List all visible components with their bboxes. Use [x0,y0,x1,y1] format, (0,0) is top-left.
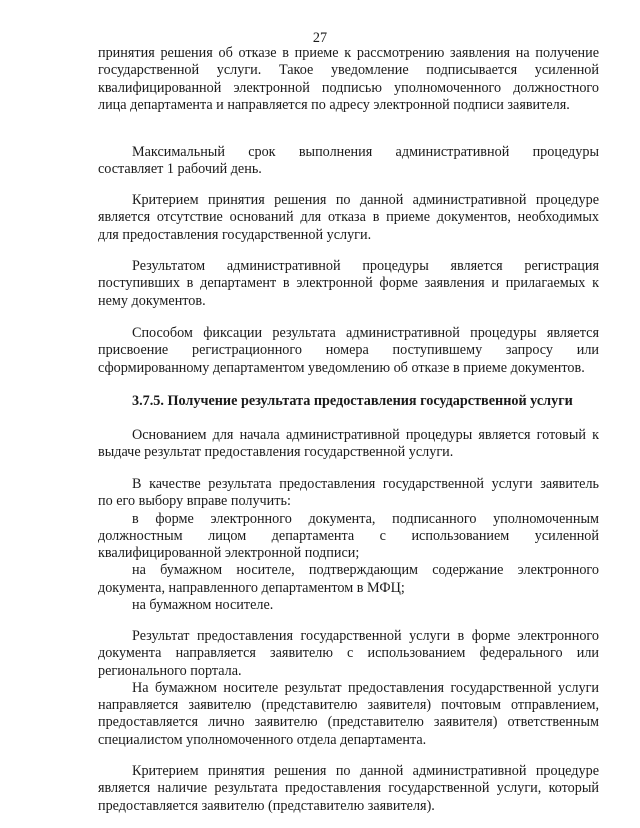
text-line: направляется заявителю (представителю заявителя) почтовым отправлением, [98,697,599,714]
text-line: в форме электронного документа, подписанного уполномоченным [132,510,599,527]
text-line: поступивших в департамент в электронной форме заявления и прилагаемых к [98,275,599,292]
text-line: На бумажном носителе результат предоставления государственной услуги [132,679,599,696]
text-line: Результат предоставления государственной услуги в форме электронного [132,628,599,644]
text-line: предоставляется лично заявителю (представителю заявителя) ответственным [98,714,599,731]
section-heading-block [98,393,599,410]
text-line: документа направляется заявителю с использованием федерального или [98,645,599,662]
text-line: должностным лицом департамента с использованием усиленной [98,527,599,544]
text-line: квалифицированной электронной подписью уполномоченного должностного [98,79,599,96]
text-line: Критерием принятия решения по данной административной процедуре [132,763,599,779]
text-line: Основанием для начала административной процедуры является готовый к [132,427,599,443]
text-line: документа, направленного департаментом в МФЦ; [98,579,405,596]
text-line: составляет 1 рабочий день. [98,161,262,178]
paragraph-fixation-method [98,325,599,377]
paragraph-max-duration [98,144,599,179]
page-number: 27 [312,30,328,46]
paragraph-result-criterion [98,763,599,815]
paragraph-procedure-basis [98,427,599,462]
text-line: Способом фиксации результата административной процедуры является [132,325,599,341]
section-heading: 3.7.5. Получение результата предоставления государственной услуги [132,393,573,409]
paragraph-procedure-result [98,258,599,310]
text-line: Результатом административной процедуры является регистрация [132,258,599,274]
text-line: Максимальный срок выполнения административной процедуры [132,144,599,160]
text-line: В качестве результата предоставления государственной услуги заявитель [132,476,599,492]
text-line: выдаче результат предоставления государственной услуги. [98,444,454,461]
text-line: принятия решения об отказе в приеме к рассмотрению заявления на получение [98,45,599,61]
text-line: Критерием принятия решения по данной административной процедуре [132,192,599,208]
text-line: на бумажном носителе, подтверждающим содержание электронного [132,562,599,579]
paragraph-notice-signature [98,45,599,114]
text-line: лица департамента и направляется по адресу электронной подписи заявителя. [98,96,570,113]
paragraph-result-options [98,476,599,614]
paragraph-decision-criterion [98,192,599,244]
text-line: для предоставления государственной услуги. [98,226,372,243]
text-line: по его выбору вправе получить: [98,493,291,510]
text-line: является отсутствие оснований для отказа в приеме документов, необходимых [98,209,599,226]
text-line: на бумажном носителе. [132,597,274,614]
text-line: нему документов. [98,292,206,309]
text-line: государственной услуги. Такое уведомление подписывается усиленной [98,62,599,79]
text-line: специалистом уполномоченного отдела департамента. [98,731,427,748]
text-line: предоставляется заявителю (представителю заявителя). [98,797,435,814]
text-line: сформированному департаментом уведомлению об отказе в приеме документов. [98,359,585,376]
paragraph-result-delivery [98,628,599,749]
text-line: присвоение регистрационного номера поступившему запросу или [98,342,599,359]
text-line: является наличие результата предоставления государственной услуги, который [98,780,599,797]
text-line: квалифицированной электронной подписи; [98,545,360,562]
text-line: регионального портала. [98,662,242,679]
